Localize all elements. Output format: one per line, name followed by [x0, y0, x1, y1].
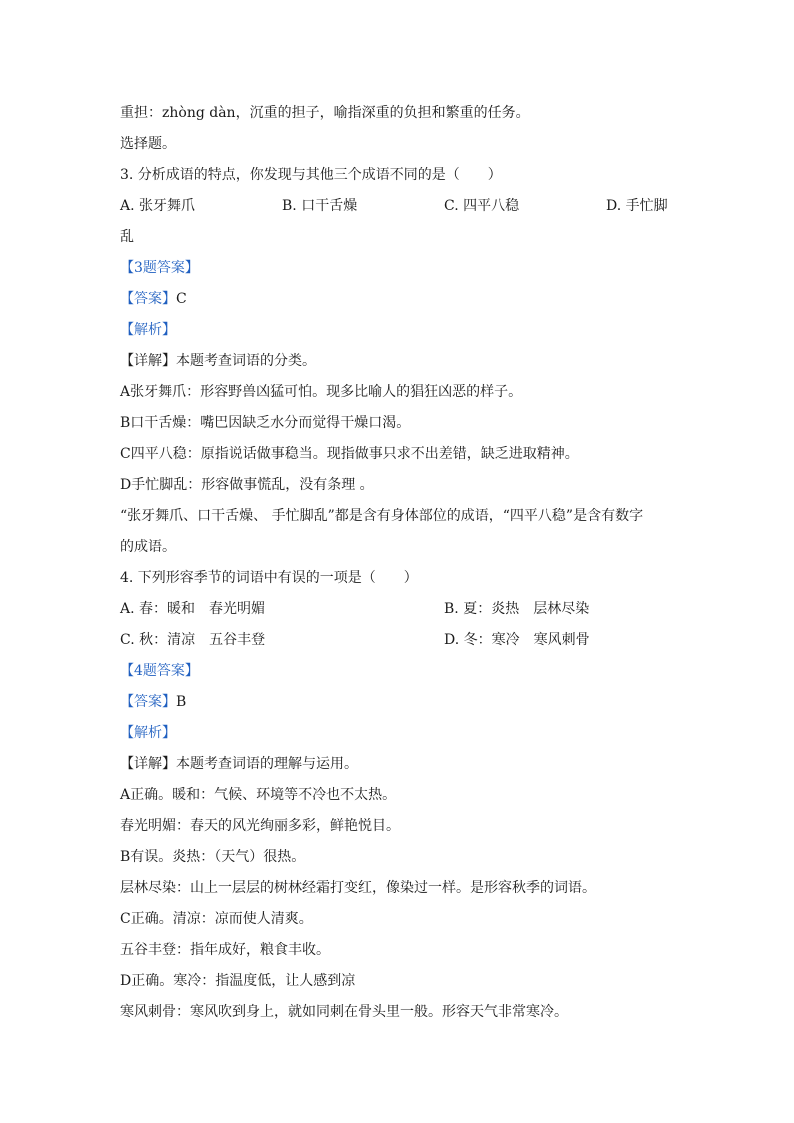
q4-explain-a2: 春光明媚：春天的风光绚丽多彩，鲜艳悦目。	[120, 818, 400, 834]
q4-explain-c2: 五谷丰登：指年成好，粮食丰收。	[120, 942, 330, 958]
answer-value: C	[176, 291, 187, 307]
q4-option-b: B. 夏：炎热 层林尽染	[444, 601, 590, 617]
q3-explain-d: D手忙脚乱：形容做事慌乱，没有条理 。	[120, 477, 374, 493]
q3-explain-c: C四平八稳：原指说话做事稳当。现指做事只求不出差错，缺乏进取精神。	[120, 446, 579, 462]
q4-detail-line	[120, 754, 358, 774]
detail-label: 【详解】	[120, 353, 176, 369]
q3-option-c: C. 四平八稳	[444, 198, 520, 214]
q3-summary-2: 的成语。	[120, 539, 176, 555]
q4-explain-d2: 寒风刺骨：寒风吹到身上，就如同刺在骨头里一般。形容天气非常寒冷。	[120, 1004, 568, 1020]
q3-option-a: A. 张牙舞爪	[120, 198, 196, 214]
q3-answer-heading: 【3题答案】	[120, 260, 199, 276]
q3-summary-1: “张牙舞爪、口干舌燥、 手忙脚乱”都是含有身体部位的成语，“四平八稳”是含有数字	[120, 508, 644, 524]
q4-option-d: D. 冬：寒冷 寒风刺骨	[444, 632, 590, 648]
q4-option-a: A. 春：暖和 春光明媚	[120, 601, 266, 617]
section-heading-choice: 选择题。	[120, 136, 176, 152]
q4-explain-b2: 层林尽染：山上一层层的树林经霜打变红，像染过一样。是形容秋季的词语。	[120, 880, 596, 896]
answer-value: B	[176, 694, 187, 710]
q4-explain-d1: D正确。寒冷：指温度低，让人感到凉	[120, 973, 356, 989]
detail-label: 【详解】	[120, 756, 176, 772]
detail-text: 本题考查词语的分类。	[176, 353, 316, 369]
q3-option-b: B. 口干舌燥	[282, 198, 358, 214]
q4-explain-b1: B有误。炎热：（天气）很热。	[120, 849, 306, 865]
q4-explain-c1: C正确。清凉：凉而使人清爽。	[120, 911, 313, 927]
q3-explain-a: A张牙舞爪：形容野兽凶猛可怕。现多比喻人的猖狂凶恶的样子。	[120, 384, 523, 400]
q4-answer-heading: 【4题答案】	[120, 663, 199, 679]
q3-analysis-heading: 【解析】	[120, 322, 176, 338]
answer-label: 【答案】	[120, 694, 176, 710]
q4-analysis-heading: 【解析】	[120, 725, 176, 741]
q4-answer-line	[120, 692, 186, 712]
q3-option-d-wrap: 乱	[120, 229, 134, 245]
q3-answer-line	[120, 289, 187, 309]
definition-zhongdan: 重担：zhòng dàn，沉重的担子，喻指深重的负担和繁重的任务。	[120, 105, 530, 121]
q3-option-d: D. 手忙脚	[606, 198, 668, 214]
answer-label: 【答案】	[120, 291, 176, 307]
detail-text: 本题考查词语的理解与运用。	[176, 756, 358, 772]
q4-option-c: C. 秋：清凉 五谷丰登	[120, 632, 266, 648]
question-3-stem: 3. 分析成语的特点，你发现与其他三个成语不同的是（ ）	[120, 167, 502, 183]
q3-detail-line	[120, 351, 316, 371]
q4-explain-a1: A正确。暖和：气候、环境等不冷也不太热。	[120, 787, 397, 803]
q3-explain-b: B口干舌燥：嘴巴因缺乏水分而觉得干燥口渴。	[120, 415, 411, 431]
question-4-stem: 4. 下列形容季节的词语中有误的一项是（ ）	[120, 570, 418, 586]
